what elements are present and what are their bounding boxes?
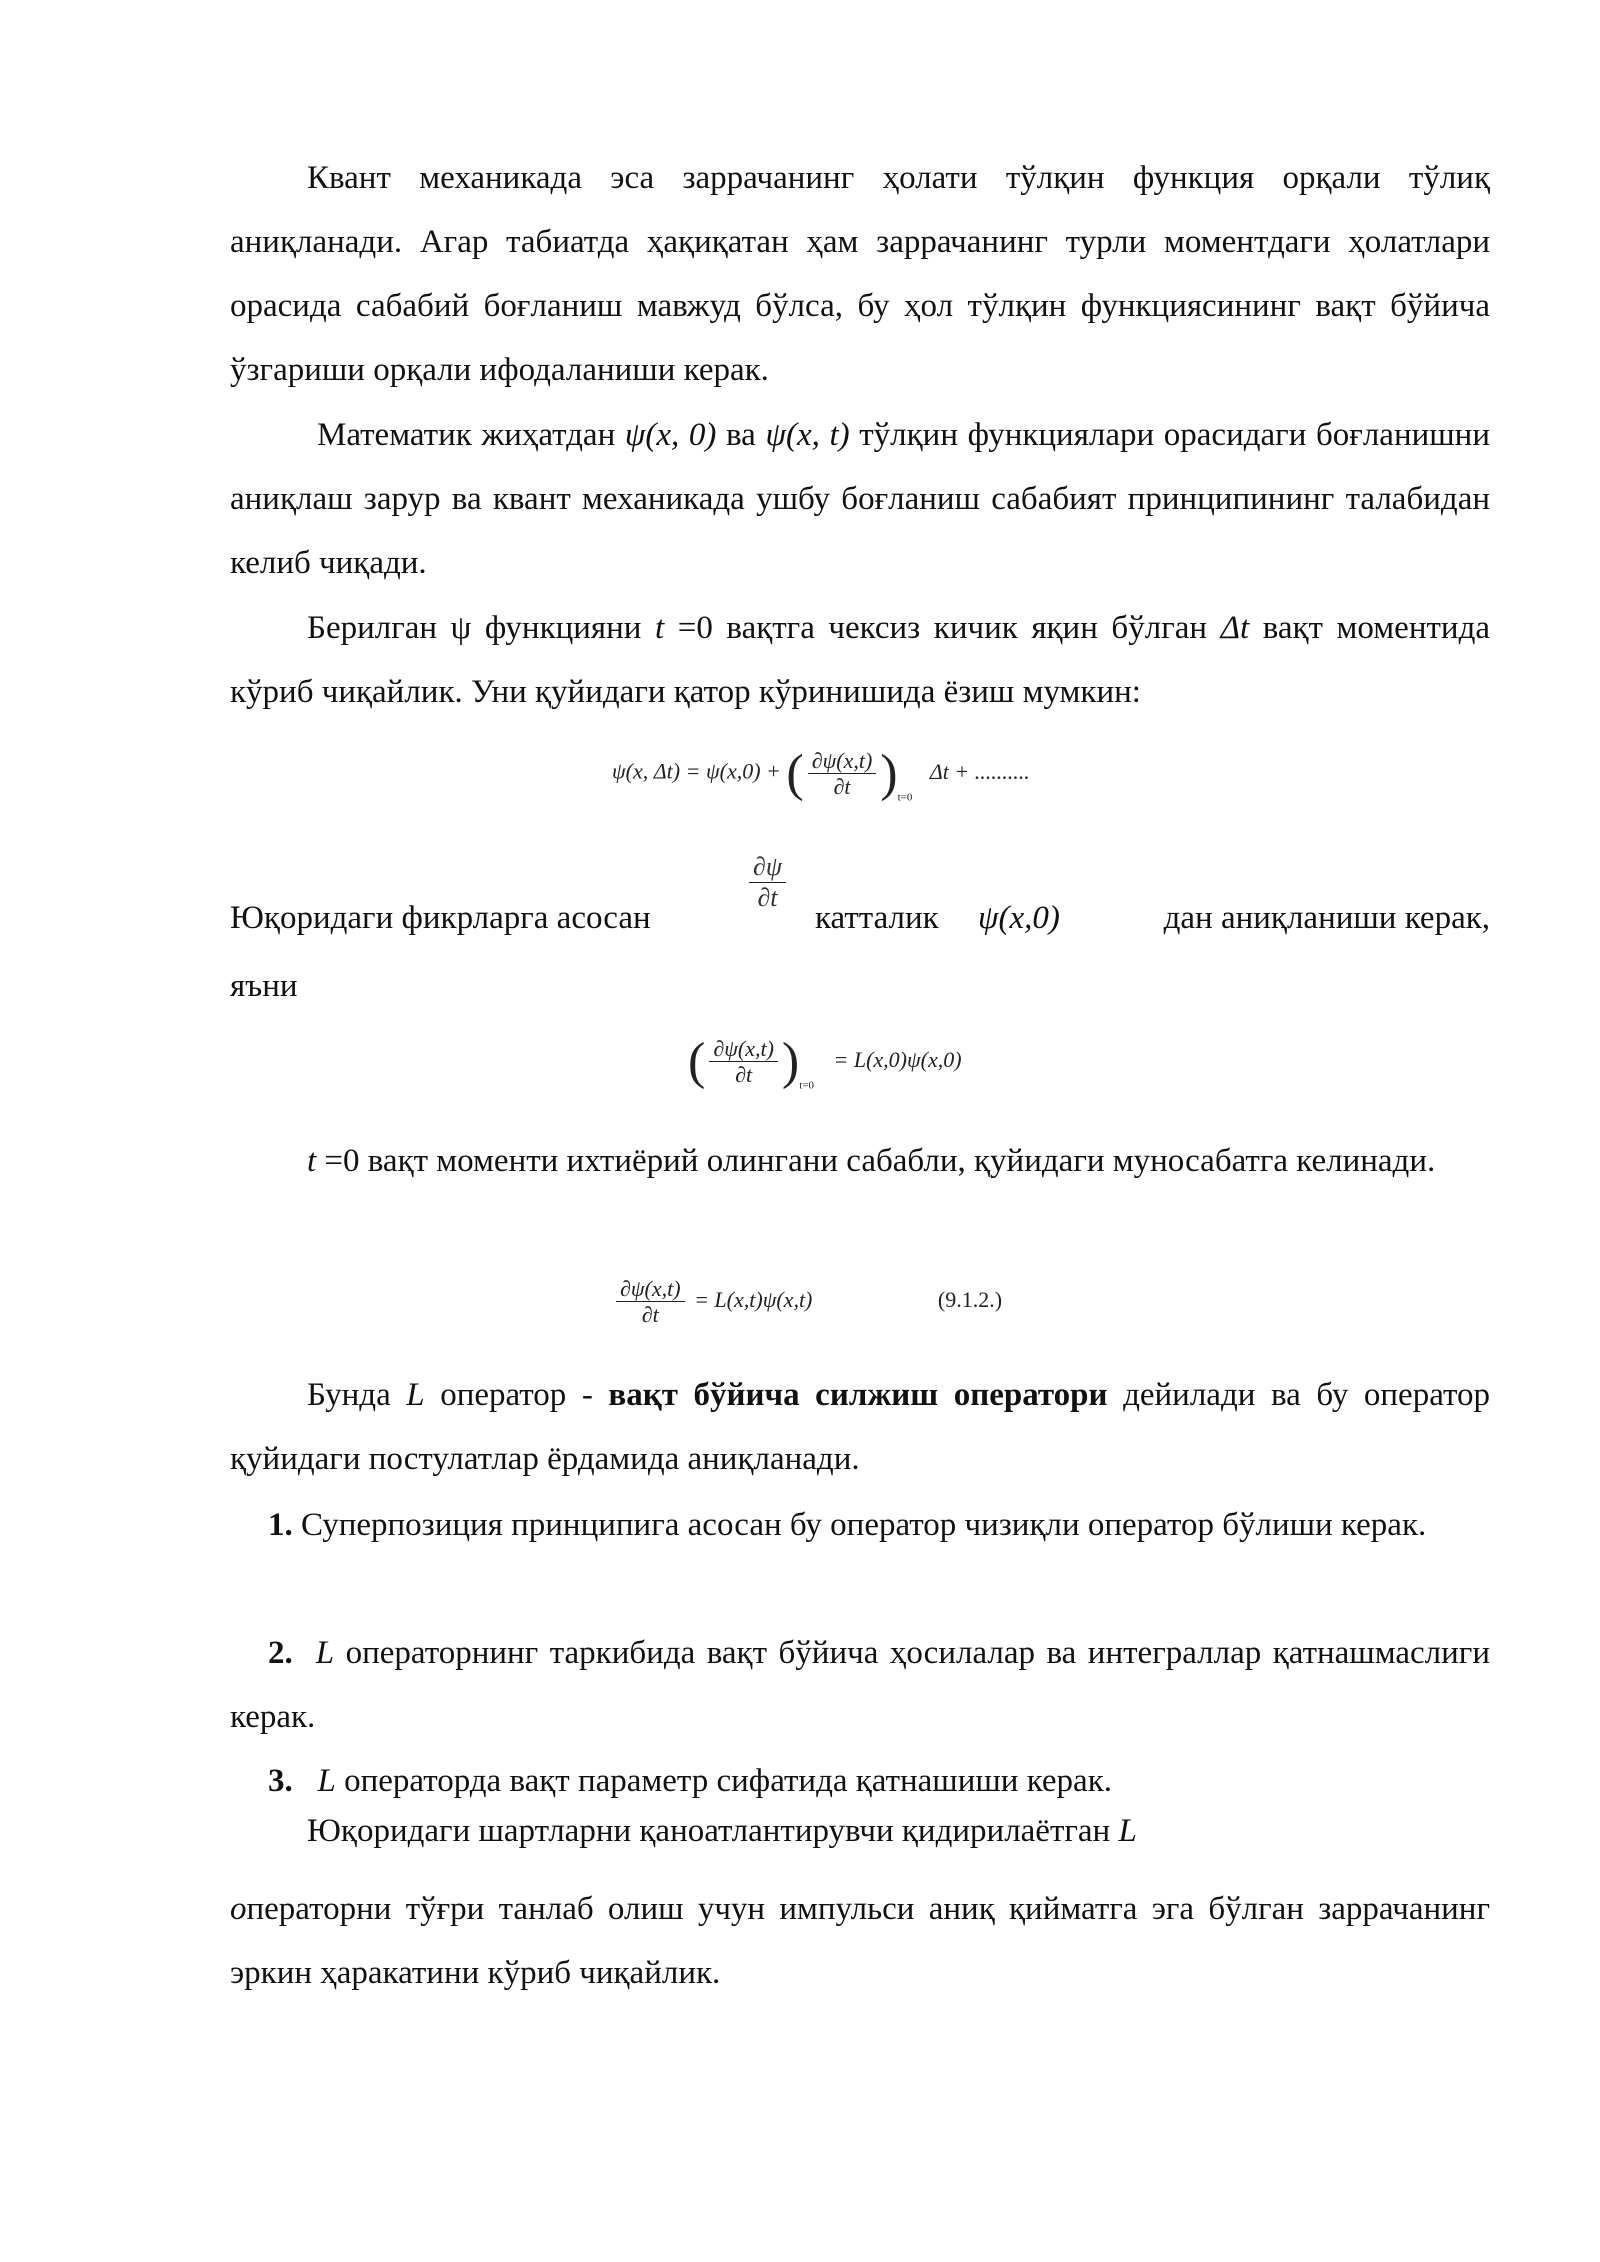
right-paren: ) — [880, 745, 898, 802]
list-item-3 — [230, 1749, 1490, 1813]
paragraph-math-relation — [230, 403, 1490, 595]
fraction-numerator: ∂ψ(x,t) — [709, 1036, 778, 1062]
equation-number: (9.1.2.) — [937, 1286, 1003, 1312]
fraction-numerator: ∂ψ — [749, 852, 786, 883]
inline-fraction-dpsi-dt — [749, 852, 786, 913]
text-segment: вақт моментида кўриб чиқайлик. Уни қуйидаги қатор кўринишида ёзиш мумкин: — [230, 610, 1491, 710]
equation-fraction — [808, 748, 877, 800]
list-number: 2. — [268, 1635, 293, 1671]
paragraph-conditions-rest — [230, 1877, 1490, 2005]
fraction-denominator: ∂t — [735, 1062, 753, 1087]
equation-fraction — [709, 1036, 778, 1088]
text-yani: яъни — [230, 968, 298, 1004]
list-item-2 — [230, 1621, 1490, 1749]
var-L: L — [406, 1377, 425, 1413]
var-t: t — [655, 610, 665, 646]
text-segment: катталик — [815, 900, 939, 936]
text-segment: =0 вақт моменти ихтиёрий олингани сабабли, қуйидаги муносабатга келинади. — [316, 1143, 1436, 1179]
formula-psi-x0: ψ(x,0) — [978, 900, 1060, 936]
var-L: L — [317, 1763, 336, 1799]
text-segment: оператор - — [424, 1377, 609, 1413]
list-item-text: операторда вақт параметр сифатида қатнашиши керак. — [335, 1763, 1112, 1799]
text-segment: Математик жиҳатдан — [317, 417, 625, 453]
paragraph-quantum-state: Квант механикада эса заррачанинг ҳолати тўлқин функция орқали тўлиқ аниқланади. Агар табиатда ҳақиқатан ҳам заррачанинг турли моментдаги ҳолатлари орасида сабабий боғланиш мавжуд бўлса, бу ҳол тўлқин функциясининг вақт бўйича ўзгариши орқали ифодаланиши керак. — [230, 160, 1490, 388]
paragraph-arbitrary-time — [230, 1129, 1490, 1193]
equation-taylor-series — [612, 744, 1030, 804]
text-segment: Юқоридаги шартларни қаноатлантирувчи қидирилаётган — [307, 1813, 1119, 1849]
equation-9-1-2 — [612, 1276, 1002, 1328]
subscript-t0: t=0 — [897, 791, 913, 804]
list-item-text: Суперпозиция принципига асосан бу оператор чизиқли оператор бўлиши керак. — [292, 1507, 1427, 1543]
fraction-numerator: ∂ψ(x,t) — [616, 1276, 685, 1302]
right-paren: ) — [781, 1033, 800, 1090]
fraction-denominator: ∂t — [833, 774, 851, 799]
var-delta-t: Δt — [1220, 610, 1250, 646]
list-number: 1. — [268, 1507, 293, 1543]
equation-lhs: ψ(x, Δt) = ψ(x,0) + — [612, 758, 781, 784]
equation-fraction — [616, 1276, 685, 1328]
left-paren: ( — [786, 745, 804, 802]
formula-psi-x0: ψ(x, 0) — [624, 417, 717, 453]
var-t: t — [307, 1143, 317, 1179]
fraction-denominator: ∂t — [641, 1302, 659, 1328]
text-segment: Юқоридаги фикрларга асосан — [230, 900, 651, 936]
text-segment: дан аниқланиши керак, — [1163, 900, 1490, 936]
list-item-text: операторнинг таркибида вақт бўйича ҳосилалар ва интеграллар қатнашмаслиги керак. — [230, 1635, 1490, 1735]
var-L: L — [1118, 1813, 1137, 1849]
text-segment: Берилган ψ функцияни — [307, 610, 655, 646]
left-paren: ( — [688, 1033, 706, 1090]
text-segment: =0 вақтга чексиз кичик яқин бўлган — [664, 610, 1221, 646]
equation-rhs: Δt + .......... — [929, 758, 1030, 784]
fraction-numerator: ∂ψ(x,t) — [808, 748, 877, 774]
subscript-t0: t=0 — [799, 1079, 814, 1092]
text-segment: ператорни тўғри танлаб олиш учун импульси аниқ қийматга эга бўлган заррачанинг эркин ҳаракатини кўриб чиқайлик. — [230, 1891, 1490, 1991]
paragraph-shift-operator — [230, 1363, 1490, 1491]
list-number: 3. — [268, 1763, 293, 1799]
paragraph-conditions-line1 — [307, 1813, 1137, 1850]
text-segment: о — [230, 1891, 247, 1927]
formula-psi-xt: ψ(x, t) — [765, 417, 850, 453]
paragraph-small-time — [230, 596, 1490, 724]
paragraph-derivative-line — [230, 852, 1490, 937]
equation-l-operator-t0 — [688, 1032, 962, 1092]
equation-rhs: = L(x,t)ψ(x,t) — [694, 1286, 813, 1312]
var-L: L — [315, 1635, 335, 1671]
list-item-1 — [230, 1493, 1490, 1557]
text-segment: ва — [716, 417, 766, 453]
fraction-denominator: ∂t — [757, 882, 778, 912]
term-time-shift-operator: вақт бўйича силжиш оператори — [608, 1377, 1108, 1413]
text-segment: дейилади ва бу оператор қуйидаги постулатлар ёрдамида аниқланади. — [230, 1377, 1490, 1477]
text-segment: тўлқин функциялари орасидаги боғланишни аниқлаш зарур ва квант механикада ушбу боғланиш сабабият принципининг талабидан келиб чиқади. — [230, 417, 1490, 581]
equation-rhs: = L(x,0)ψ(x,0) — [833, 1046, 962, 1072]
text-segment: Бунда — [307, 1377, 407, 1413]
